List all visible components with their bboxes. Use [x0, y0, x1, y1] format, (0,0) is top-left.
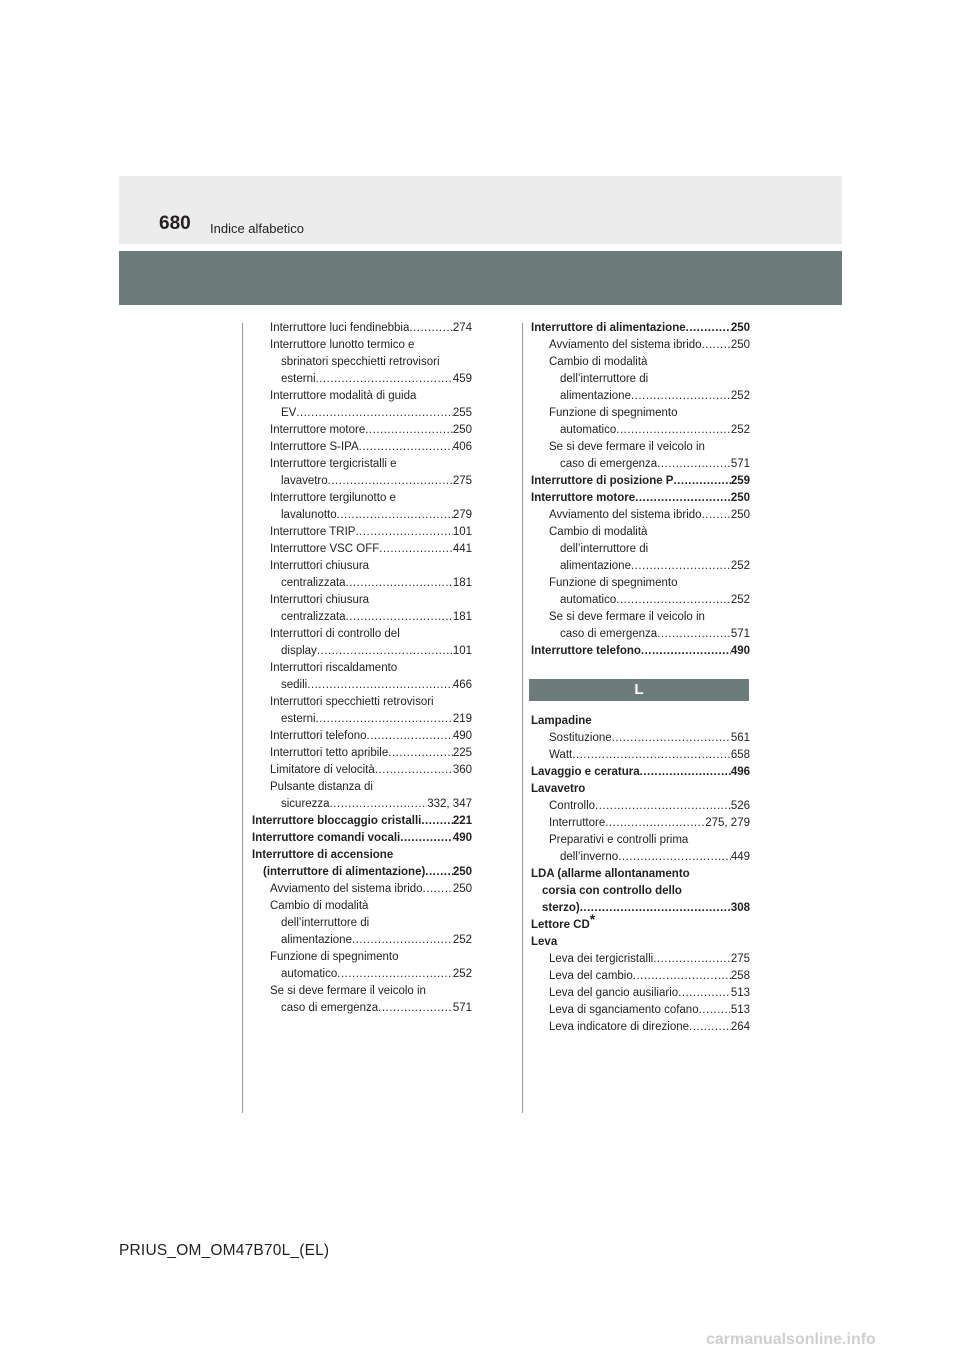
page-number: 680 — [159, 213, 191, 234]
index-entry: automatico ..... 252 — [252, 966, 472, 983]
index-column-1 — [252, 320, 472, 1017]
column-divider-left — [242, 323, 243, 1113]
index-entry: Interruttore motore ..... 250 — [252, 422, 472, 439]
index-entry: Se si deve fermare il veicolo in — [549, 441, 705, 453]
index-entry: Leva del cambio ..... 258 — [531, 968, 750, 985]
index-entry: Se si deve fermare il veicolo in — [270, 985, 426, 997]
index-entry-main: Lavaggio e ceratura ..... 496 — [531, 764, 750, 781]
index-entry: dell’interruttore di — [560, 543, 649, 555]
index-entry: esterni ..... 459 — [252, 371, 472, 388]
index-entry: Watt ..... 658 — [531, 747, 750, 764]
index-entry-main: Interruttore bloccaggio cristalli ..... 221 — [252, 813, 472, 830]
header-bar — [119, 251, 842, 305]
index-entry-main: Interruttore telefono ..... 490 — [531, 643, 750, 660]
index-entry: EV ..... 255 — [252, 405, 472, 422]
index-entry: alimentazione ..... 252 — [252, 932, 472, 949]
index-entry: Interruttore VSC OFF ..... 441 — [252, 541, 472, 558]
index-entry: Interruttore lunotto termico e — [270, 339, 415, 351]
index-entry: caso di emergenza ..... 571 — [531, 456, 750, 473]
index-entry-main: Interruttore comandi vocali ..... 490 — [252, 830, 472, 847]
index-entry: centralizzata ..... 181 — [252, 609, 472, 626]
index-column-2 — [531, 320, 750, 1036]
index-entry: esterni ..... 219 — [252, 711, 472, 728]
index-entry: sbrinatori specchietti retrovisori — [281, 356, 440, 368]
index-entry: Interruttore modalità di guida — [270, 390, 417, 402]
index-entry-main: LDA (allarme allontanamento — [531, 868, 690, 880]
index-entry: Pulsante distanza di — [270, 781, 373, 793]
index-entry: dell’interruttore di — [560, 373, 649, 385]
index-entry: Interruttori tetto apribile ..... 225 — [252, 745, 472, 762]
index-entry: caso di emergenza ..... 571 — [531, 626, 750, 643]
index-entry-main: Lampadine — [531, 715, 592, 727]
index-entry: Cambio di modalità — [270, 900, 369, 912]
index-entry: sedili ..... 466 — [252, 677, 472, 694]
index-entry: alimentazione ..... 252 — [531, 388, 750, 405]
index-entry: automatico ..... 252 — [531, 422, 750, 439]
footer-doc-code: PRIUS_OM_OM47B70L_(EL) — [119, 1242, 330, 1259]
index-entry: Avviamento del sistema ibrido ..... 250 — [531, 337, 750, 354]
index-entry: Sostituzione ..... 561 — [531, 730, 750, 747]
index-entry: alimentazione ..... 252 — [531, 558, 750, 575]
index-entry: Avviamento del sistema ibrido ..... 250 — [531, 507, 750, 524]
index-entry: sicurezza ..... 332, 347 — [252, 796, 472, 813]
index-entry: lavavetro ..... 275 — [252, 473, 472, 490]
section-title: Indice alfabetico — [210, 221, 304, 236]
index-entry-main: Leva — [531, 936, 558, 948]
index-entry: Limitatore di velocità ..... 360 — [252, 762, 472, 779]
index-entry: Interruttore tergilunotto e — [270, 492, 396, 504]
watermark: carmanualsonline.info — [706, 1331, 876, 1348]
index-entry: Leva dei tergicristalli ..... 275 — [531, 951, 750, 968]
index-entry: Interruttore tergicristalli e — [270, 458, 397, 470]
column-divider-right — [522, 323, 523, 1113]
index-entry: Interruttori telefono ..... 490 — [252, 728, 472, 745]
index-entry: automatico ..... 252 — [531, 592, 750, 609]
index-entry: Interruttore S-IPA ..... 406 — [252, 439, 472, 456]
index-entry: Cambio di modalità — [549, 526, 648, 538]
index-entry: Interruttore luci fendinebbia ..... 274 — [252, 320, 472, 337]
index-entry: Interruttori specchietti retrovisori — [270, 696, 434, 708]
letter-heading-l: L — [529, 679, 749, 701]
index-entry: Interruttori di controllo del — [270, 628, 400, 640]
index-entry: caso di emergenza ..... 571 — [252, 1000, 472, 1017]
index-entry-main: Lavavetro — [531, 783, 586, 795]
index-entry: Leva indicatore di direzione ..... 264 — [531, 1019, 750, 1036]
footnote-asterisk: * — [589, 911, 596, 927]
index-entry-main: Interruttore di posizione P ..... 259 — [531, 473, 750, 490]
index-entry-main: Interruttore di alimentazione ..... 250 — [531, 320, 750, 337]
index-entry: Leva del gancio ausiliario ..... 513 — [531, 985, 750, 1002]
index-entry: Interruttori chiusura — [270, 560, 370, 572]
index-entry: Interruttori chiusura — [270, 594, 370, 606]
index-entry: lavalunotto ..... 279 — [252, 507, 472, 524]
index-entry: Se si deve fermare il veicolo in — [549, 611, 705, 623]
index-entry: Funzione di spegnimento — [270, 951, 399, 963]
index-entry: Interruttori riscaldamento — [270, 662, 398, 674]
index-entry-main: corsia con controllo dello — [542, 885, 682, 897]
index-entry: Interruttore ..... 275, 279 — [531, 815, 750, 832]
index-entry-main: Lettore CD* — [531, 911, 596, 931]
index-entry: Funzione di spegnimento — [549, 407, 678, 419]
index-entry: Interruttore TRIP ..... 101 — [252, 524, 472, 541]
index-entry: dell’inverno ..... 449 — [531, 849, 750, 866]
index-entry: Funzione di spegnimento — [549, 577, 678, 589]
index-entry: Preparativi e controlli prima — [549, 834, 689, 846]
index-entry: Avviamento del sistema ibrido ..... 250 — [252, 881, 472, 898]
index-entry: dell’interruttore di — [281, 917, 370, 929]
index-entry: display ..... 101 — [252, 643, 472, 660]
index-entry: Cambio di modalità — [549, 356, 648, 368]
index-entry-main: Interruttore motore ..... 250 — [531, 490, 750, 507]
index-entry-main: sterzo) ..... 308 — [531, 900, 750, 917]
index-entry: Controllo ..... 526 — [531, 798, 750, 815]
index-entry: Leva di sganciamento cofano ..... 513 — [531, 1002, 750, 1019]
index-entry-main: (interruttore di alimentazione) ..... 250 — [252, 864, 472, 881]
index-entry-main: Interruttore di accensione — [252, 849, 394, 861]
index-entry: centralizzata ..... 181 — [252, 575, 472, 592]
